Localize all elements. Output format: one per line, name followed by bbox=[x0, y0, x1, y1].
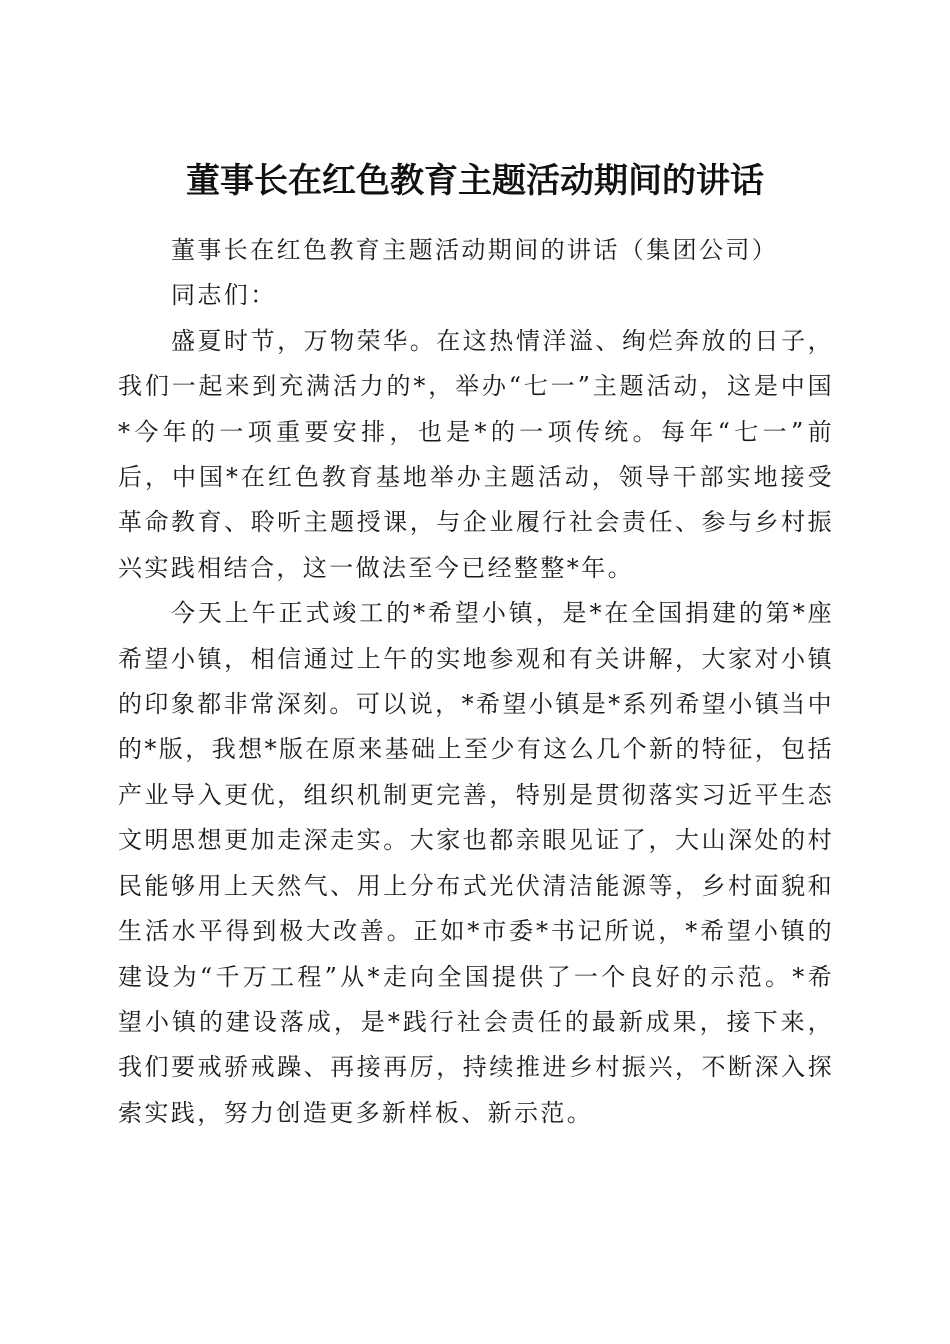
document-subtitle: 董事长在红色教育主题活动期间的讲话（集团公司） bbox=[171, 236, 779, 264]
document-body bbox=[118, 228, 834, 1136]
paragraph: 今天上午正式竣工的*希望小镇，是*在全国捐建的第*座希望小镇，相信通过上午的实地参观和有关讲解，大家对小镇的印象都非常深刻。可以说，*希望小镇是*系列希望小镇当中的*版，我想*版在原来基础上至少有这么几个新的特征，包括产业导入更优，组织机制更完善，特别是贯彻落实习近平生态文明思想更加走深走实。大家也都亲眼见证了，大山深处的村民能够用上天然气、用上分布式光伏清洁能源等，乡村面貌和生活水平得到极大改善。正如*市委*书记所说，*希望小镇的建设为“千万工程”从*走向全国提供了一个良好的示范。*希望小镇的建设落成，是*践行社会责任的最新成果，接下来，我们要戒骄戒躁、再接再厉，持续推进乡村振兴，不断深入探索实践，努力创造更多新样板、新示范。 bbox=[118, 599, 834, 1127]
paragraph: 盛夏时节，万物荣华。在这热情洋溢、绚烂奔放的日子，我们一起来到充满活力的*，举办“七一”主题活动，这是中国*今年的一项重要安排，也是*的一项传统。每年“七一”前后，中国*在红色教育基地举办主题活动，领导干部实地接受革命教育、聆听主题授课，与企业履行社会责任、参与乡村振兴实践相结合，这一做法至今已经整整*年。 bbox=[118, 326, 834, 582]
salutation: 同志们： bbox=[171, 281, 277, 310]
document-title: 董事长在红色教育主题活动期间的讲话 bbox=[186, 160, 764, 201]
